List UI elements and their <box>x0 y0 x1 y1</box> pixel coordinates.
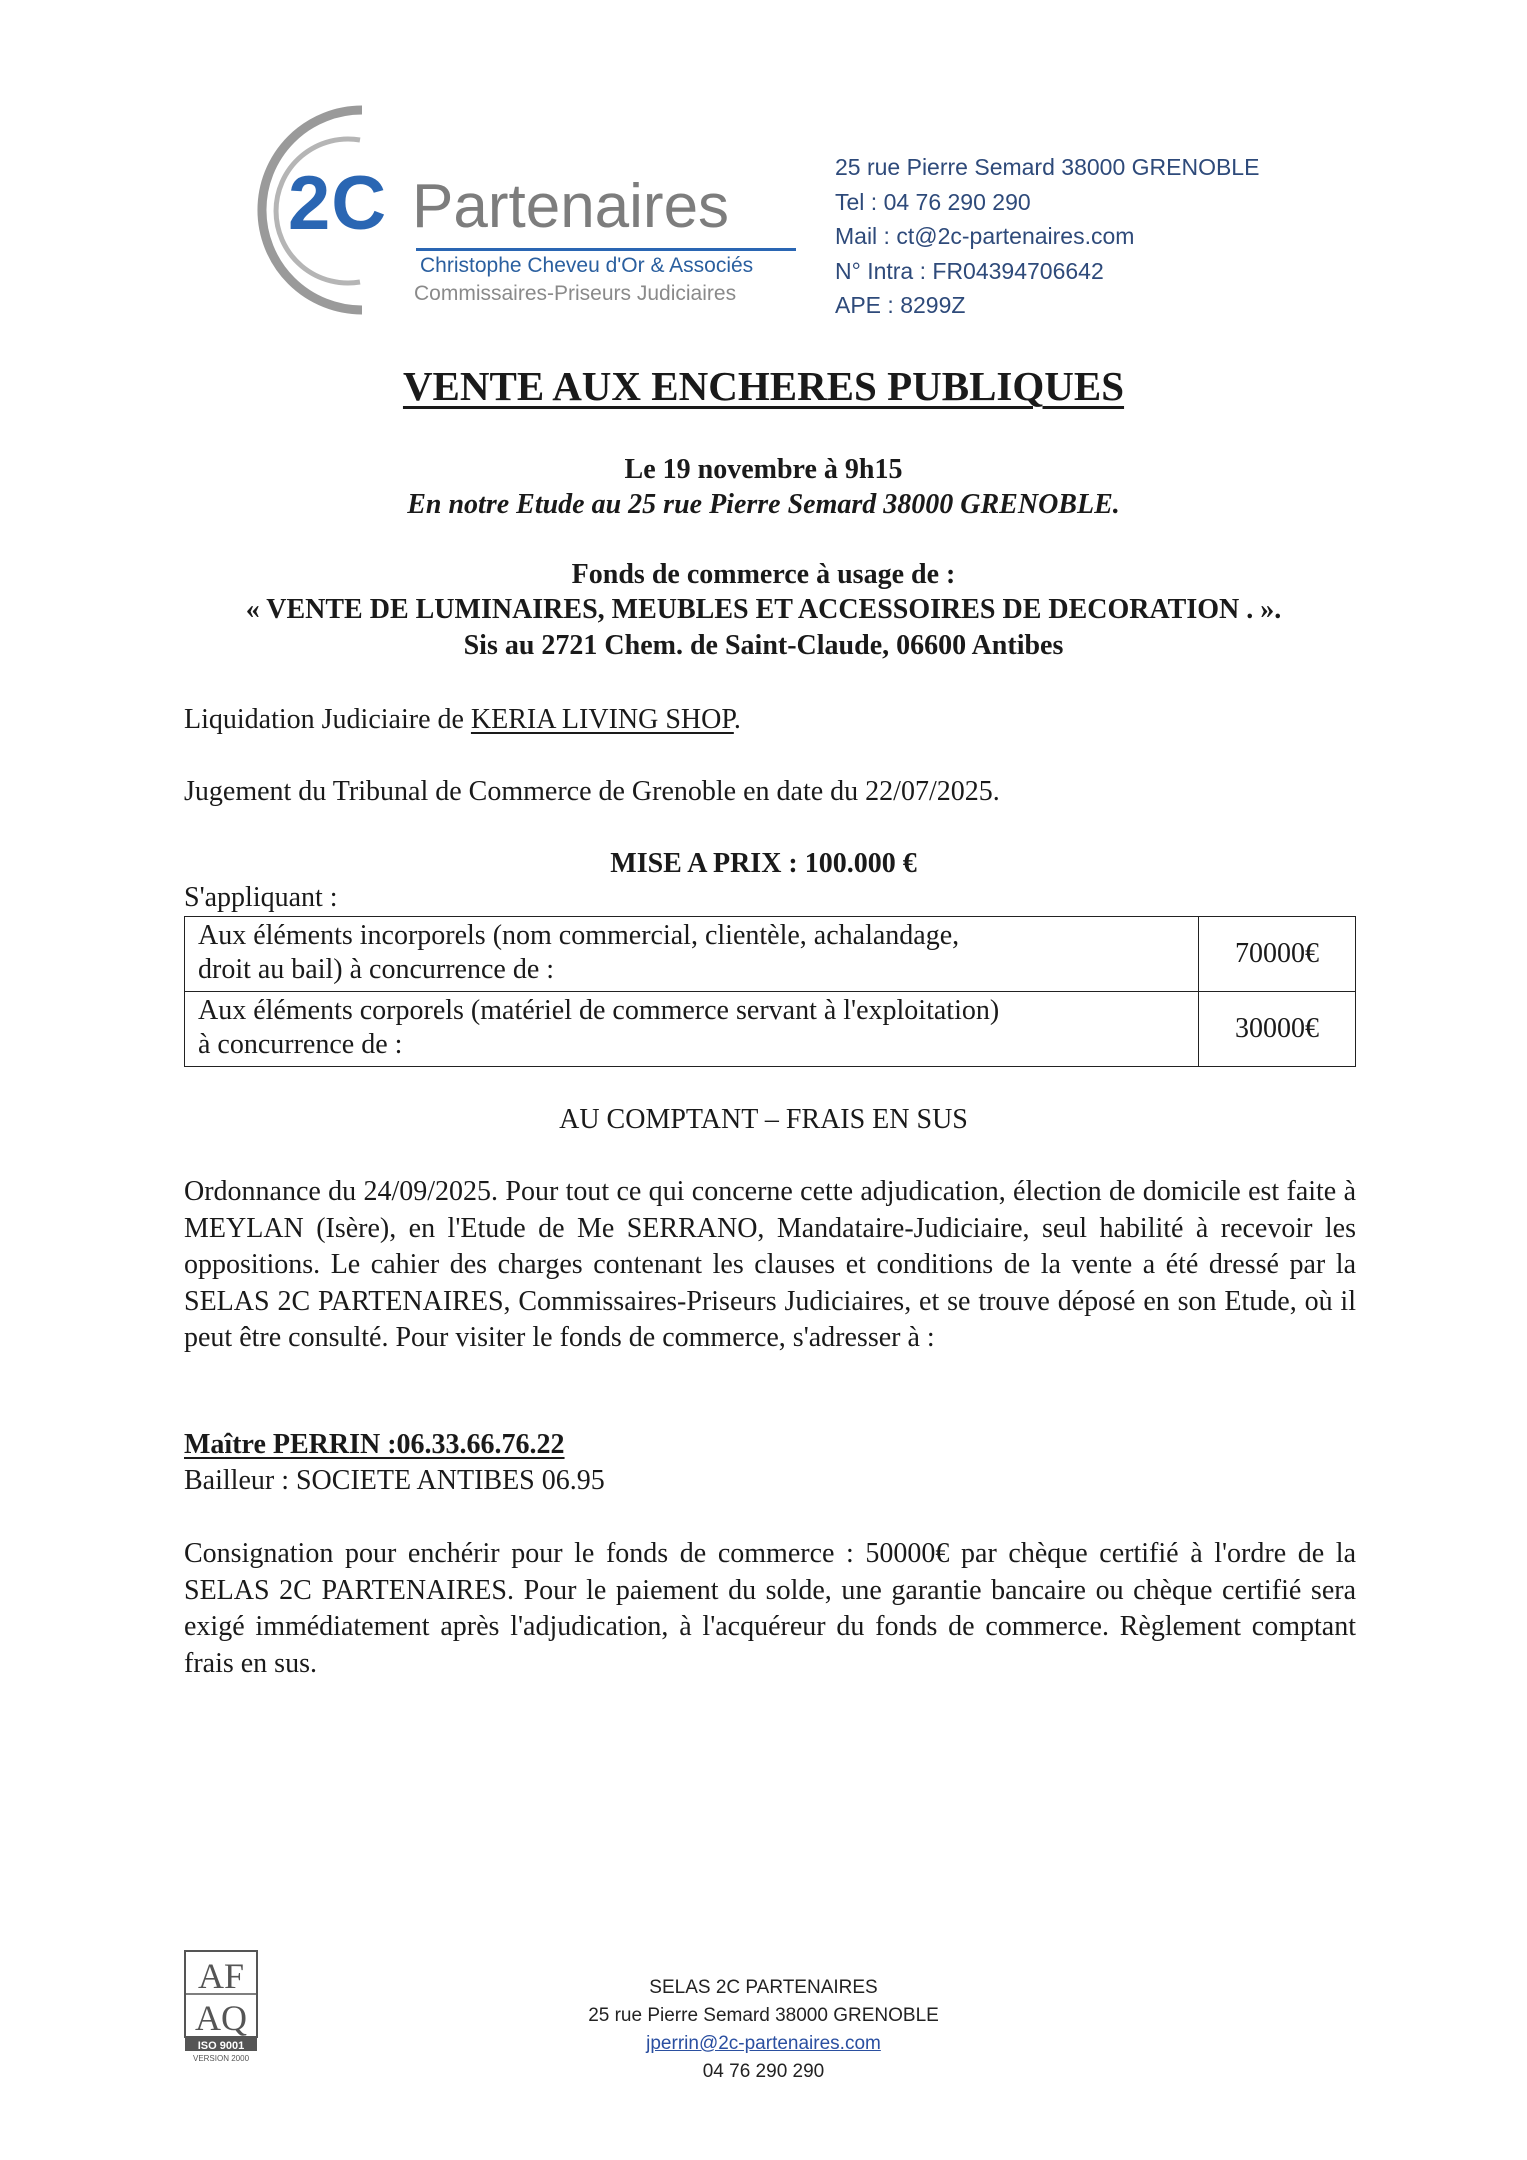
afaq-top-letters: AF <box>197 1956 245 1996</box>
sale-location: En notre Etude au 25 rue Pierre Semard 38000 GRENOBLE. <box>407 489 1120 520</box>
fonds-address: Sis au 2721 Chem. de Saint-Claude, 06600 Antibes <box>463 630 1064 661</box>
row-label-line: à concurrence de : <box>198 1029 403 1060</box>
logo-divider <box>416 248 796 251</box>
table-cell-label <box>185 992 1199 1067</box>
logo-mark: 2C <box>288 161 388 246</box>
afaq-version: VERSION 2000 <box>192 2054 250 2063</box>
ordonnance-paragraph: Ordonnance du 24/09/2025. Pour tout ce qui concerne cette adjudication, élection de domicile est faite à MEYLAN (Isère), en l'Etude de Me SERRANO, Mandataire-Judiciaire, seul habilité à recevoir les oppositions. Le cahier des charges contenant les clauses et conditions de la vente a été dressé par la SELAS 2C PARTENAIRES, Commissaires-Priseurs Judiciaires, et se trouve déposé en son Etude, où il peut être consulté. Pour visiter le fonds de commerce, s'adresser à : <box>184 1176 1356 1353</box>
row-label-line: Aux éléments corporels (matériel de commerce servant à l'exploitation) <box>198 995 1000 1026</box>
header-contact <box>835 150 1259 323</box>
logo-profession: Commissaires-Priseurs Judiciaires <box>414 282 737 305</box>
contact-email: Mail : ct@2c-partenaires.com <box>835 223 1135 249</box>
table-row <box>185 992 1356 1067</box>
visit-contact-maitre: Maître PERRIN :06.33.66.76.22 <box>184 1429 565 1460</box>
price-breakdown-table <box>184 916 1356 1067</box>
contact-phone: Tel : 04 76 290 290 <box>835 188 1031 215</box>
contact-vat: N° Intra : FR04394706642 <box>835 257 1104 284</box>
footer-phone: 04 76 290 290 <box>702 2061 825 2082</box>
liquidation-prefix: Liquidation Judiciaire de <box>184 704 471 735</box>
row-label-line: droit au bail) à concurrence de : <box>198 954 555 985</box>
table-cell-label <box>185 917 1199 992</box>
footer-company: SELAS 2C PARTENAIRES <box>649 1977 878 1998</box>
company-logo <box>200 100 820 320</box>
table-row <box>185 917 1356 992</box>
mise-a-prix: MISE A PRIX : 100.000 € <box>610 848 917 879</box>
visit-contact-bailleur: Bailleur : SOCIETE ANTIBES 06.95 <box>184 1465 605 1496</box>
fonds-heading: Fonds de commerce à usage de : <box>571 559 956 590</box>
afaq-bottom-letters: AQ <box>195 1998 247 2038</box>
company-name: KERIA LIVING SHOP <box>470 704 734 735</box>
liquidation-suffix: . <box>733 704 741 735</box>
row-label-line: Aux éléments incorporels (nom commercial, clientèle, achalandage, <box>198 920 960 951</box>
payment-terms: AU COMPTANT – FRAIS EN SUS <box>559 1104 968 1135</box>
footer-address: 25 rue Pierre Semard 38000 GRENOBLE <box>588 2005 939 2026</box>
contact-address: 25 rue Pierre Semard 38000 GRENOBLE <box>835 154 1260 180</box>
table-cell-amount: 30000€ <box>1199 992 1356 1067</box>
page-footer <box>0 1974 1527 2086</box>
jugement-line: Jugement du Tribunal de Commerce de Grenoble en date du 22/07/2025. <box>184 776 1000 807</box>
afaq-iso: ISO 9001 <box>197 2040 245 2052</box>
logo-associates: Christophe Cheveu d'Or & Associés <box>420 254 754 277</box>
page-title: VENTE AUX ENCHERES PUBLIQUES <box>402 363 1125 409</box>
logo-name: Partenaires <box>412 172 730 241</box>
liquidation-line <box>184 702 1356 739</box>
fonds-activity: « VENTE DE LUMINAIRES, MEUBLES ET ACCESSOIRES DE DECORATION . ». <box>245 594 1282 625</box>
consignation-paragraph: Consignation pour enchérir pour le fonds de commerce : 50000€ par chèque certifié à l'ordre de la SELAS 2C PARTENAIRES. Pour le paiement du solde, une garantie bancaire ou chèque certifié sera exigé immédiatement après l'adjudication, à l'acquéreur du fonds de commerce. Règlement comptant frais en sus. <box>184 1538 1356 1679</box>
applying-label: S'appliquant : <box>184 882 338 913</box>
table-cell-amount: 70000€ <box>1199 917 1356 992</box>
contact-ape: APE : 8299Z <box>835 292 966 318</box>
footer-email-link[interactable]: jperrin@2c-partenaires.com <box>646 2033 881 2054</box>
sale-date: Le 19 novembre à 9h15 <box>624 454 903 485</box>
